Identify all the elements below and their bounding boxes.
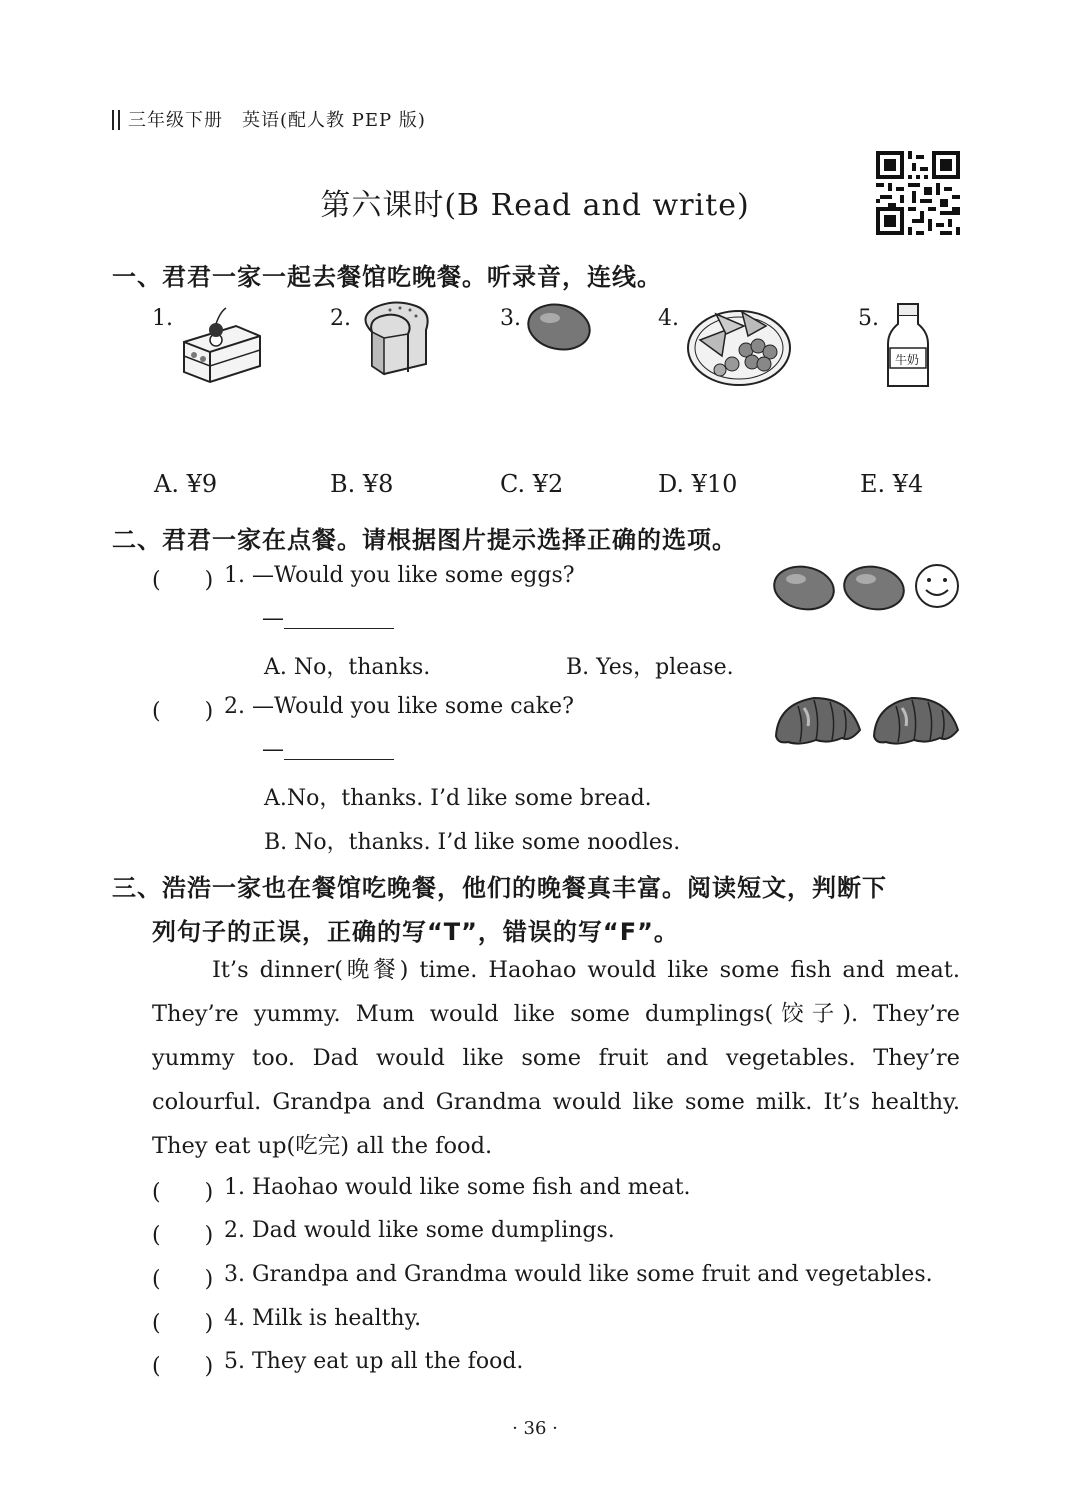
- item-number-4: 4.: [658, 306, 679, 331]
- reading-passage: [152, 948, 960, 1168]
- eggs-smiley-icon: [772, 560, 964, 616]
- answer-paren-item2[interactable]: ( ): [152, 1223, 214, 1248]
- dash: —: [262, 606, 284, 631]
- price-option-e: E. ¥4: [860, 470, 924, 498]
- answer-line-q2[interactable]: [262, 737, 394, 762]
- section2-heading: 二、君君一家在点餐。请根据图片提示选择正确的选项。: [112, 526, 737, 554]
- section3-heading-line2: 列句子的正误，正确的写“T”，错误的写“F”。: [152, 918, 679, 946]
- milk-bottle-icon: [884, 302, 932, 392]
- bread-icon: [354, 298, 436, 380]
- page-number: · 36 ·: [512, 1418, 558, 1439]
- blank-line: [284, 608, 394, 629]
- statement-2: 2. Dad would like some dumplings.: [224, 1218, 615, 1243]
- answer-paren-item3[interactable]: ( ): [152, 1267, 214, 1292]
- cake-icon: [176, 300, 268, 388]
- price-option-a: A. ¥9: [154, 470, 218, 498]
- price-option-c: C. ¥2: [500, 470, 564, 498]
- price-option-d: D. ¥10: [658, 470, 738, 498]
- page-title: 第六课时(B Read and write): [320, 188, 750, 223]
- option-a-q1: A. No，thanks.: [264, 655, 431, 680]
- qr-code-icon[interactable]: [876, 151, 960, 235]
- answer-paren-item1[interactable]: ( ): [152, 1180, 214, 1205]
- header-text: 三年级下册 英语(配人教 PEP 版): [128, 110, 426, 131]
- option-b-q2: B. No，thanks. I’d like some noodles.: [264, 830, 681, 855]
- question-1: 1. —Would you like some eggs?: [224, 563, 575, 588]
- fruit-plate-icon: [686, 300, 792, 388]
- item-number-2: 2.: [330, 306, 351, 331]
- statement-3: 3. Grandpa and Grandma would like some fruit and vegetables.: [224, 1262, 933, 1287]
- question-2: 2. —Would you like some cake?: [224, 694, 574, 719]
- milk-label: 牛奶: [895, 353, 920, 367]
- answer-line-q1[interactable]: [262, 606, 394, 631]
- section3-heading-line1: 三、浩浩一家也在餐馆吃晚餐，他们的晚餐真丰富。阅读短文，判断下: [112, 874, 887, 902]
- dash: —: [262, 737, 284, 762]
- answer-paren-item4[interactable]: ( ): [152, 1311, 214, 1336]
- statement-1: 1. Haohao would like some fish and meat.: [224, 1175, 691, 1200]
- header-bar: [112, 110, 120, 130]
- croissants-icon: [770, 690, 962, 750]
- book-header: [112, 106, 426, 132]
- passage-text: It’s dinner(晚餐) time. Haohao would like some fish and meat. They’re yummy. Mum would like some dumplings(饺子). They’re yummy too. Dad would like some fruit and vegetables. They’re colourful. Grandpa and Grandma would like some milk. It’s healthy. They eat up(吃完) all the food.: [152, 957, 960, 1159]
- section1-heading: 一、君君一家一起去餐馆吃晚餐。听录音，连线。: [112, 263, 662, 291]
- statement-4: 4. Milk is healthy.: [224, 1306, 422, 1331]
- answer-paren-item5[interactable]: ( ): [152, 1354, 214, 1379]
- answer-paren-q1[interactable]: ( ): [152, 568, 214, 593]
- item-number-5: 5.: [858, 306, 879, 331]
- option-a-q2: A.No，thanks. I’d like some bread.: [264, 786, 652, 811]
- option-b-q1: B. Yes，please.: [566, 655, 734, 680]
- item-number-3: 3.: [500, 306, 521, 331]
- statement-5: 5. They eat up all the food.: [224, 1349, 524, 1374]
- item-number-1: 1.: [152, 306, 173, 331]
- price-option-b: B. ¥8: [330, 470, 394, 498]
- blank-line: [284, 739, 394, 760]
- egg-icon: [526, 302, 592, 352]
- answer-paren-q2[interactable]: ( ): [152, 699, 214, 724]
